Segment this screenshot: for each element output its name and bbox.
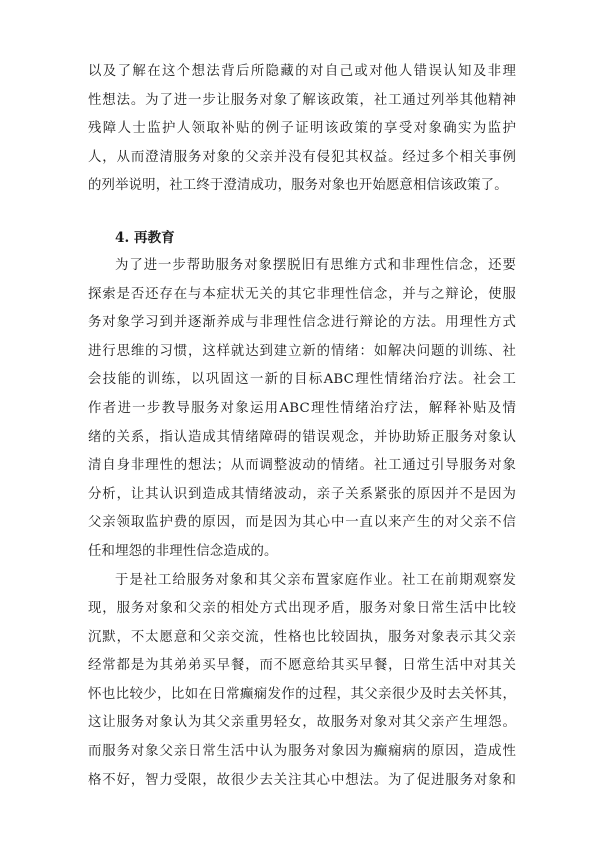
text-line: 任和埋怨的非理性信念造成的。 [88, 543, 278, 559]
paragraph-homework [88, 567, 516, 796]
paragraph-continuation [88, 58, 516, 201]
text-line: 怀也比较少，比如在日常癫痫发作的过程，其父亲很少及时去关怀其， [88, 686, 516, 702]
paragraph-reeducation [88, 252, 516, 567]
text-line: 性想法。为了进一步让服务对象了解该政策，社工通过列举其他精神 [88, 92, 516, 108]
text-line: 残障人士监护人领取补贴的例子证明该政策的享受对象确实为监护 [88, 121, 516, 137]
text-line: 人，从而澄清服务对象的父亲并没有侵犯其权益。经过多个相关事例 [88, 149, 516, 165]
text-line: 会技能的训练，以巩固这一新的目标ABC理性情绪治疗法。社会工 [88, 372, 516, 388]
text-line: 清自身非理性的想法；从而调整波动的情绪。社工通过引导服务对象 [88, 458, 516, 474]
text-line: 进行思维的习惯，这样就达到建立新的情绪：如解决问题的训练、社 [88, 343, 516, 359]
text-line: 作者进一步教导服务对象运用ABC理性情绪治疗法，解释补贴及情 [88, 400, 516, 416]
text-line: 以及了解在这个想法背后所隐藏的对自己或对他人错误认知及非理 [88, 64, 516, 79]
text-line: 探索是否还存在与本症状无关的其它非理性信念，并与之辩论，使服 [88, 286, 516, 302]
text-line: 父亲领取监护费的原因，而是因为其心中一直以来产生的对父亲不信 [88, 515, 516, 531]
text-line: 务对象学习到并逐渐养成与非理性信念进行辩论的方法。用理性方式 [88, 315, 516, 331]
text-line: 格不好，智力受限，故很少去关注其心中想法。为了促进服务对象和 [88, 772, 516, 788]
text-line: 现，服务对象和父亲的相处方式出现矛盾，服务对象日常生活中比较 [88, 601, 516, 617]
text-line: 沉默，不太愿意和父亲交流，性格也比较固执，服务对象表示其父亲 [88, 629, 516, 645]
text-line: 经常都是为其弟弟买早餐，而不愿意给其买早餐，日常生活中对其关 [88, 658, 516, 674]
text-line: 这让服务对象认为其父亲重男轻女，故服务对象对其父亲产生埋怨。 [88, 715, 516, 731]
text-line: 于是社工给服务对象和其父亲布置家庭作业。社工在前期观察发 [115, 572, 516, 588]
text-line: 绪的关系，指认造成其情绪障碍的错误观念，并协助矫正服务对象认 [88, 429, 516, 445]
text-line: 的列举说明，社工终于澄清成功，服务对象也开始愿意相信该政策了。 [88, 178, 508, 194]
text-line: 而服务对象父亲日常生活中认为服务对象因为癫痫病的原因，造成性 [88, 744, 516, 760]
text-line: 分析，让其认识到造成其情绪波动，亲子关系紧张的原因并不是因为 [88, 486, 516, 502]
document-page [88, 58, 516, 795]
text-line: 为了进一步帮助服务对象摆脱旧有思维方式和非理性信念，还要 [115, 257, 516, 273]
spacer [88, 201, 516, 224]
section-heading: 4. 再教育 [115, 229, 175, 246]
